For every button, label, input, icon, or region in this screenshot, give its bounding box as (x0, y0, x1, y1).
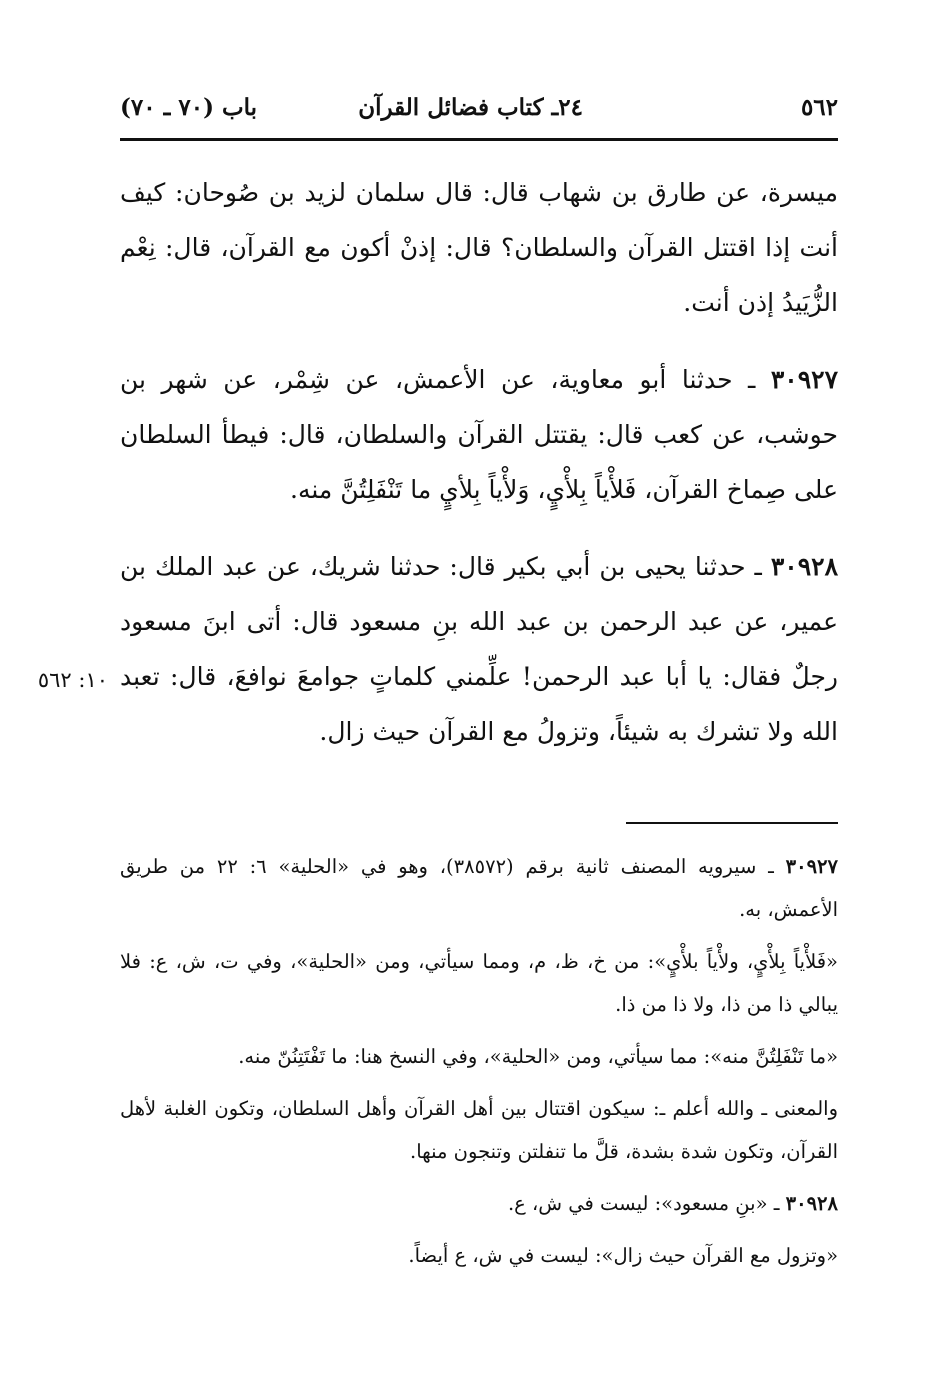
header-rule (120, 138, 838, 141)
book-title: ٢٤ـ كتاب فضائل القرآن (358, 94, 583, 121)
hadith-30927 (120, 352, 838, 517)
running-header (120, 88, 838, 128)
footnote (120, 1182, 838, 1225)
paragraph-continued: ميسرة، عن طارق بن شهاب قال: قال سلمان لزيد بن صُوحان: كيف أنت إذا اقتتل القرآن والسلطان؟ قال: إذنْ أكون مع القرآن، قال: نِعْم الزُّيَيدُ إذن أنت. (120, 178, 838, 317)
footnote-number: ٣٠٩٢٧ (785, 855, 838, 878)
hadith-number: ٣٠٩٢٧ (770, 365, 838, 394)
main-text (120, 165, 838, 759)
footnote (120, 845, 838, 931)
chapter-label: باب (٧٠ ـ ٧٠) (120, 94, 258, 121)
hadith-text: ـ حدثنا أبو معاوية، عن الأعمش، عن شِمْر، عن شهر بن حوشب، عن كعب قال: يقتتل القرآن والسلطان، قال: فيطأ السلطان على صِماخ القرآن، فَلأْياً بِلأْيٍ، وَلأْياً بِلأيٍ ما تَنْفَلِتُنَّ منه. (120, 365, 838, 504)
footnote-text: ـ «بنِ مسعود»: ليست في ش، ع. (507, 1192, 786, 1215)
hadith-number: ٣٠٩٢٨ (770, 552, 838, 581)
footnote-rule (626, 822, 838, 824)
footnote: «وتزول مع القرآن حيث زال»: ليست في ش، ع أيضاً. (408, 1244, 838, 1267)
footnote: والمعنى ـ والله أعلم ـ: سيكون اقتتال بين أهل القرآن وأهل السلطان، وتكون الغلبة لأهل القرآن، وتكون شدة بشدة، قلَّ ما تنفلتن وتنجون منها. (120, 1097, 838, 1163)
footnote: «ما تَنْفَلِتُنَّ منه»: مما سيأتي، ومن «الحلية»، وفي النسخ هنا: ما تَفْتَتِنُنّ منه. (238, 1045, 838, 1068)
hadith-30928 (120, 539, 838, 759)
margin-reference: ١٠: ٥٦٢ (37, 668, 108, 692)
footnote-text: ـ سيرويه المصنف ثانية برقم (٣٨٥٧٢)، وهو في «الحلية» ٦: ٢٢ من طريق الأعمش، به. (120, 855, 838, 921)
hadith-text: ـ حدثنا يحيى بن أبي بكير قال: حدثنا شريك، عن عبد الملك بن عمير، عن عبد الرحمن بن عبد الله بنِ مسعود قال: أتى ابنَ مسعود رجلٌ فقال: يا أبا عبد الرحمن! علِّمني كلماتٍ جوامعَ نوافعَ، قال: تعبد الله ولا تشرك به شيئاً، وتزولُ مع القرآن حيث زال. (120, 552, 838, 746)
footnote-number: ٣٠٩٢٨ (785, 1192, 838, 1215)
page-number: ٥٦٢ (800, 94, 838, 121)
footnote: «فَلأْياً بِلأْيٍ، ولأْياً بلأْيٍ»: من خ، ظ، م، ومما سيأتي، ومن «الحلية»، وفي ت، ش، ع: فلا يبالي ذا من ذا، ولا ذا من ذا. (120, 950, 838, 1016)
footnotes (120, 845, 838, 1277)
